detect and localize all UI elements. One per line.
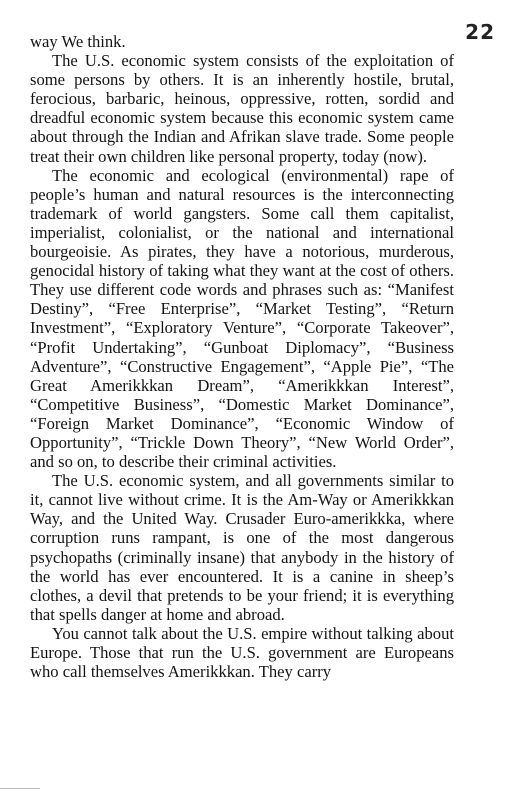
page-edge-mark [0,788,40,789]
paragraph-economic-system: The U.S. economic system consists of the exploitation of some persons by others. It is an inherently hostile, brutal, ferocious, barbaric, heinous, oppressive, rotten, sordid and dreadful economic system because this economic system came about through the Indian and Afrikan slave trade. Some people treat their own children like personal property, today (now). [30,51,454,166]
paragraph-crime: The U.S. economic system, and all governments similar to it, cannot live without crime. It is the Am-Way or Amerikkkan Way, and the United Way. Crusader Euro-amerikkka, where corruption runs rampant, is one of the most dangerous psychopaths (criminally insane) that anybody in the history of the world has ever encountered. It is a canine in sheep’s clothes, a devil that pretends to be your friend; it is everything that spells danger at home and abroad. [30,471,454,624]
page-number: 22 [465,20,495,44]
paragraph-ecological-rape: The economic and ecological (environmental) rape of people’s human and natural resources is the interconnecting trademark of world gangsters. Some call them capitalist, imperialist, colonialist, or the national and international bourgeoisie. As pirates, they have a notorious, murderous, genocidal history of taking what they want at the cost of others. They use different code words and phrases such as: “Manifest Destiny”, “Free Enterprise”, “Market Testing”, “Return Investment”, “Exploratory Venture”, “Corporate Takeover”, “Profit Undertaking”, “Gunboat Diplomacy”, “Business Adventure”, “Constructive Engagement”, “Apple Pie”, “The Great Amerikkkan Dream”, “Amerikkkan Interest”, “Competitive Business”, “Domestic Market Dominance”, “Foreign Market Dominance”, “Economic Window of Opportunity”, “Trickle Down Theory”, “New World Order”, and so on, to describe their criminal activities. [30,165,454,472]
paragraph-continuation: way We think. [30,32,126,51]
paragraph-europe: You cannot talk about the U.S. empire without talking about Europe. Those that run the U.S. government are Europeans who call themselves Amerikkkan. They carry [30,623,454,682]
body-text [30,32,454,681]
